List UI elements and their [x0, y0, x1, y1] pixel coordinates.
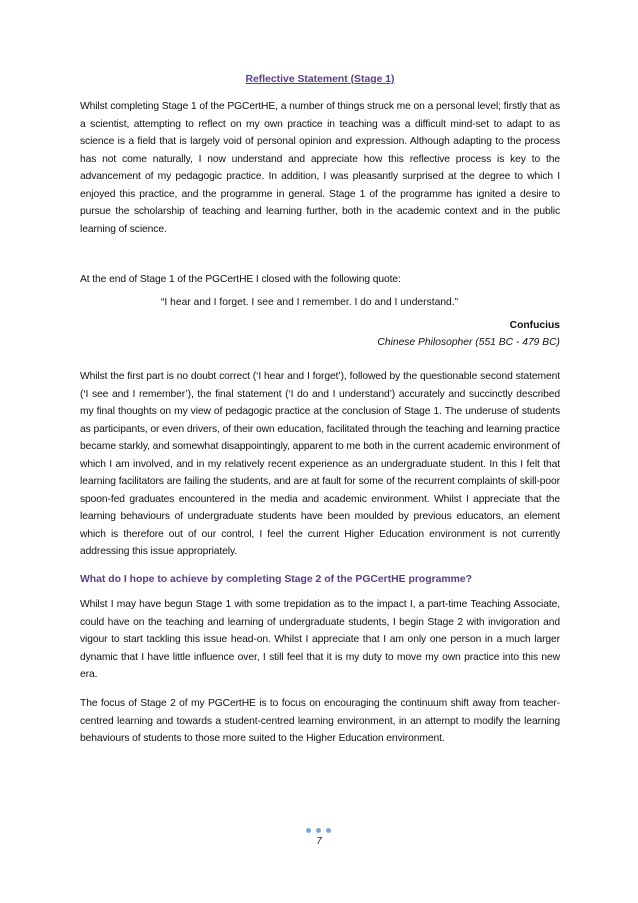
paragraph-quote-lead: At the end of Stage 1 of the PGCertHE I closed with the following quote:	[80, 274, 401, 285]
footer-dots-icon	[306, 828, 332, 836]
footer-dot	[326, 828, 331, 833]
paragraph-stage2-intro: Whilst I may have begun Stage 1 with some trepidation as to the impact I, a part-time Teaching Associate, could have on the teaching and learning of undergraduate students, I begin Stage 2 with invigoration and vigour to start tackling this issue head-on. Whilst I appreciate that I am only one person in a much larger dynamic that I have little influence over, I still feel that it is my duty to move my own practice into this new era.	[80, 599, 560, 680]
page-number: 7	[316, 836, 322, 847]
paragraph-stage2-focus: The focus of Stage 2 of my PGCertHE is to focus on encouraging the continuum shift away from teacher-centred learning and towards a student-centred learning environment, in an attempt to modify the learning behaviours of students to those more suited to the Higher Education environment.	[80, 698, 560, 744]
document-page	[80, 0, 560, 903]
quote-author-role: Chinese Philosopher (551 BC - 479 BC)	[377, 337, 560, 348]
paragraph-reflection: Whilst the first part is no doubt correct (‘I hear and I forget’), followed by the questionable second statement (‘I see and I remember’), the final statement (‘I do and I understand’) accurately and succinctly described my final thoughts on my view of pedagogic practice at the conclusion of Stage 1. The underuse of students as participants, or even drivers, of their own education, facilitated through the teaching and learning practice became starkly, and somewhat disappointingly, apparent to me both in the current academic environment of which I am involved, and in my relatively recent experience as an undergraduate student. In this I felt that learning facilitators are failing the students, and are at fault for some of the recurrent complaints of skill-poor spoon-fed graduates encountered in the media and academic environment. Whilst I appreciate that the learning behaviours of undergraduate students have been moulded by previous educators, an element which is therefore out of our control, I feel the current Higher Education environment is not currently addressing this issue appropriately.	[80, 371, 560, 557]
page-title: Reflective Statement (Stage 1)	[245, 74, 395, 85]
footer-dot	[316, 828, 321, 833]
section-heading-stage2: What do I hope to achieve by completing Stage 2 of the PGCertHE programme?	[80, 574, 473, 585]
confucius-quote: “I hear and I forget. I see and I remember. I do and I understand.”	[161, 297, 459, 308]
quote-author: Confucius	[509, 320, 560, 331]
paragraph-intro: Whilst completing Stage 1 of the PGCertHE, a number of things struck me on a personal level; firstly that as a scientist, attempting to reflect on my own practice in teaching was a difficult mind-set to adapt to as science is a field that is largely void of personal opinion and expression. Although adapting to the process has not come naturally, I now understand and appreciate how this reflective process is key to the advancement of my pedagogic practice. In addition, I was pleasantly surprised at the degree to which I enjoyed this practice, and the programme in general. Stage 1 of the programme has ignited a desire to pursue the scholarship of teaching and learning further, both in the academic context and in the public learning of science.	[80, 101, 560, 235]
footer-dot	[306, 828, 311, 833]
